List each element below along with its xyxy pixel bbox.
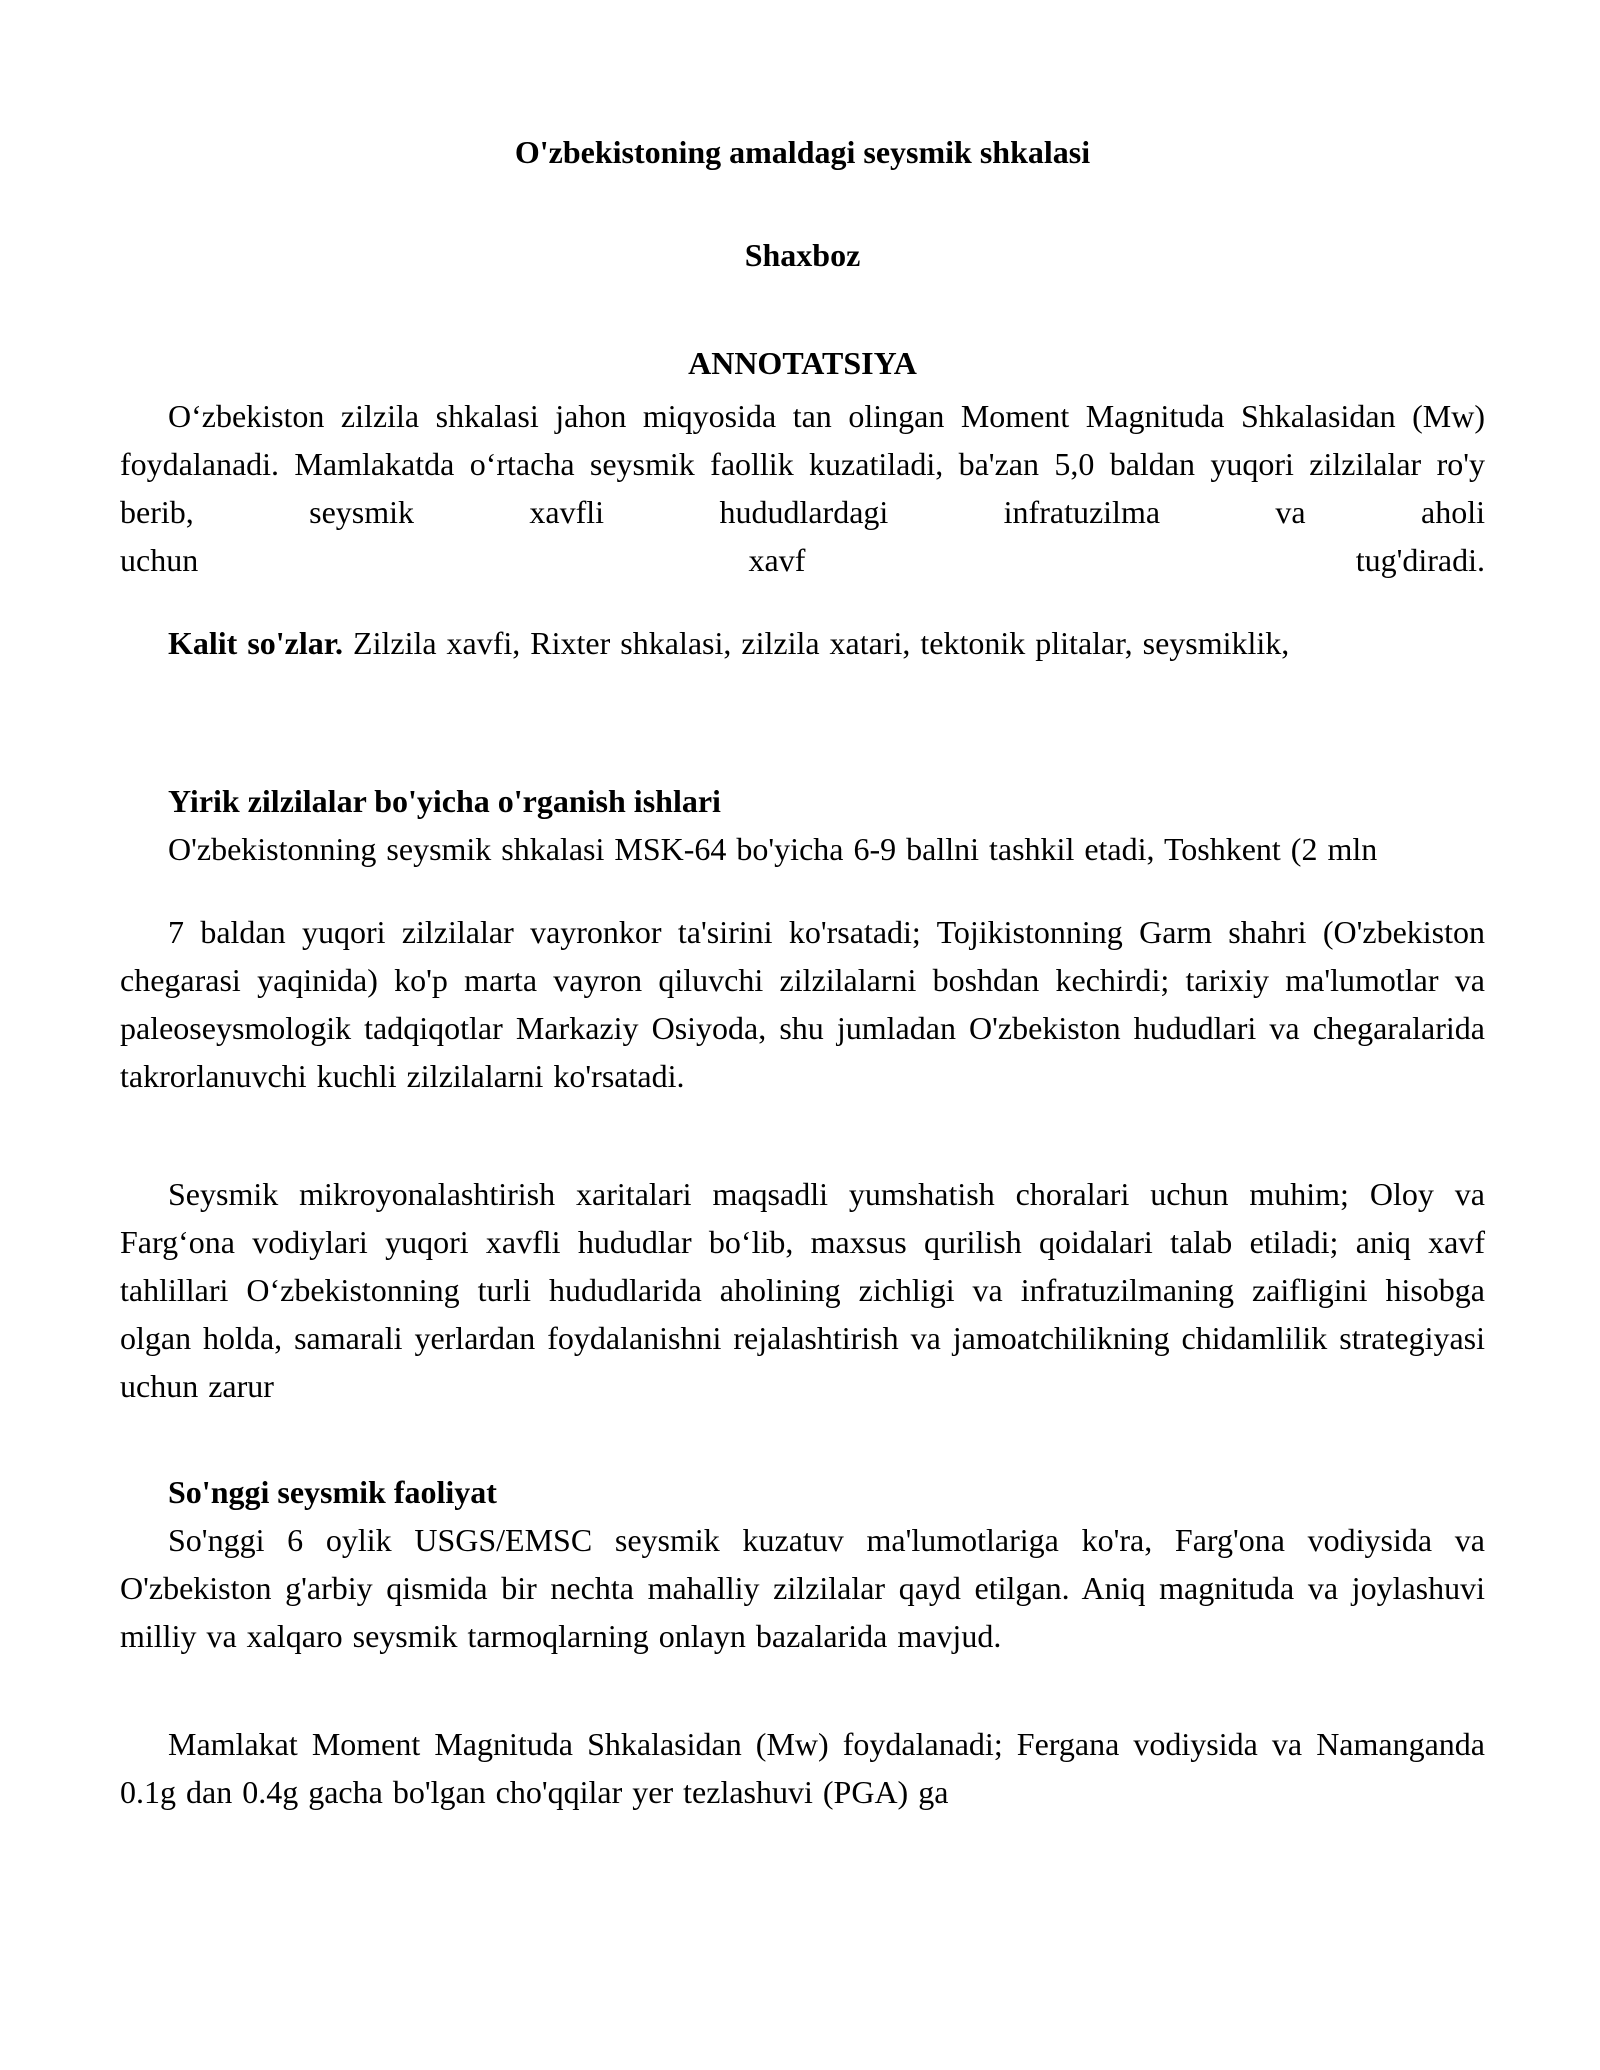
section2-paragraph-moment-magnitude: Mamlakat Moment Magnituda Shkalasidan (Mw) foydalanadi; Fergana vodiysida va Namanganda 0.1g dan 0.4g gacha bo'lgan cho'qqilar yer tezlashuvi (PGA) ga — [120, 1726, 1485, 1810]
annotation-last-word-1: uchun — [120, 542, 199, 578]
keywords-paragraph — [120, 619, 1485, 667]
keywords-label: Kalit so'zlar. — [168, 625, 344, 661]
annotation-heading: ANNOTATSIYA — [688, 345, 917, 381]
keywords-text: Zilzila xavfi, Rixter shkalasi, zilzila xatari, tektonik plitalar, seysmiklik, — [353, 625, 1290, 661]
annotation-last-word-2: xavf — [748, 542, 806, 578]
author-name: Shaxboz — [744, 237, 861, 273]
section-heading-recent-seismic-activity: So'nggi seysmik faoliyat — [168, 1474, 497, 1510]
section-heading-major-earthquakes: Yirik zilzilalar bo'yicha o'rganish ishlari — [168, 783, 721, 819]
section1-paragraph-msk-scale: O'zbekistonning seysmik shkalasi MSK-64 bo'yicha 6-9 ballni tashkil etadi, Toshkent (2 mln — [168, 831, 1378, 867]
document-title: O'zbekistoning amaldagi seysmik shkalasi — [514, 134, 1091, 170]
annotation-last-word-3: tug'diradi. — [1355, 542, 1485, 578]
section2-paragraph-usgs-emsc: So'nggi 6 oylik USGS/EMSC seysmik kuzatuv ma'lumotlariga ko'ra, Farg'ona vodiysida va O'zbekiston g'arbiy qismida bir nechta mahalliy zilzilalar qayd etilgan. Aniq magnituda va joylashuvi milliy va xalqaro seysmik tarmoqlarning onlayn bazalarida mavjud. — [120, 1522, 1485, 1654]
annotation-paragraph: Oʻzbekiston zilzila shkalasi jahon miqyosida tan olingan Moment Magnituda Shkalasidan (Mw) foydalanadi. Mamlakatda oʻrtacha seysmik faollik kuzatiladi, ba'zan 5,0 baldan yuqori zilzilalar ro'y berib, seysmik xavfli hududlardagi infratuzilma va aholi — [120, 398, 1485, 530]
annotation-last-line — [120, 536, 1485, 584]
section1-paragraph-7-ball: 7 baldan yuqori zilzilalar vayronkor ta'sirini ko'rsatadi; Tojikistonning Garm shahri (O'zbekiston chegarasi yaqinida) ko'p marta vayron qiluvchi zilzilalarni boshdan kechirdi; tarixiy ma'lumotlar va paleoseysmologik tadqiqotlar Markaziy Osiyoda, shu jumladan O'zbekiston hududlari va chegaralarida takrorlanuvchi kuchli zilzilalarni ko'rsatadi. — [120, 914, 1485, 1094]
section1-paragraph-microzoning: Seysmik mikroyonalashtirish xaritalari maqsadli yumshatish choralari uchun muhim; Oloy va Fargʻona vodiylari yuqori xavfli hududlar boʻlib, maxsus qurilish qoidalari talab etiladi; aniq xavf tahlillari Oʻzbekistonning turli hududlarida aholining zichligi va infratuzilmaning zaifligini hisobga olgan holda, samarali yerlardan foydalanishni rejalashtirish va jamoatchilikning chidamlilik strategiyasi uchun zarur — [120, 1176, 1485, 1404]
